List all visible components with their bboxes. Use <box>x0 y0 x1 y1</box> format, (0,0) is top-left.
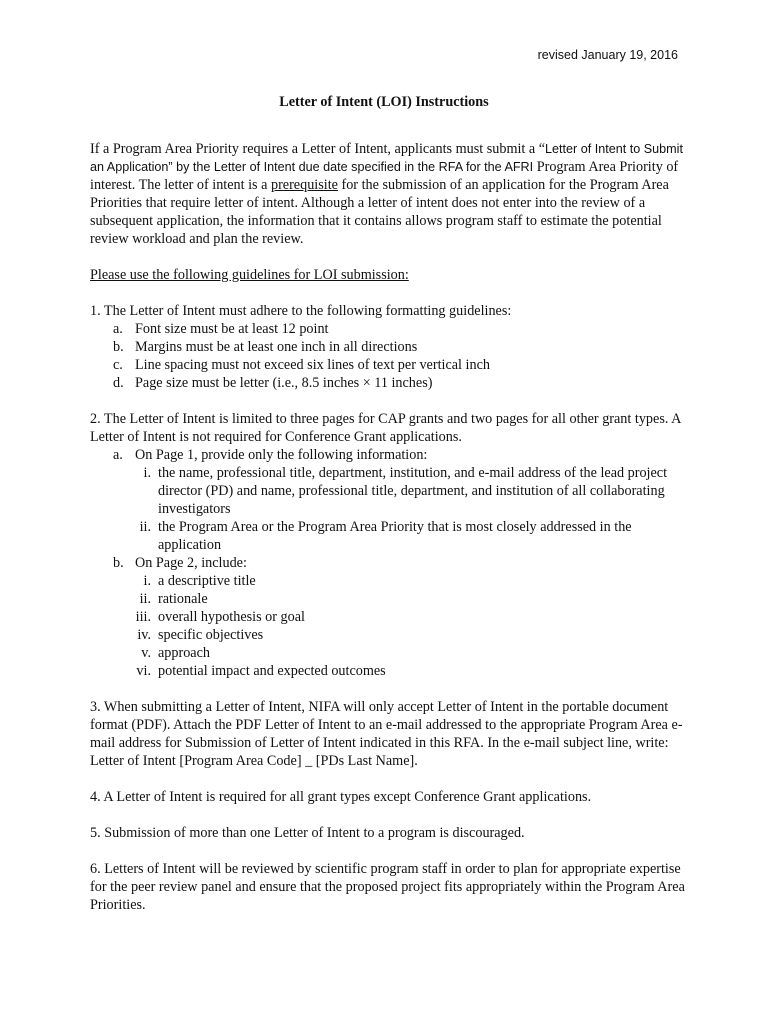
list-marker: vi. <box>136 663 151 679</box>
list-marker: b. <box>113 339 124 355</box>
intro-paragraph <box>90 140 690 248</box>
list-item-text: potential impact and expected outcomes <box>158 663 386 679</box>
intro-part2: Letter of Intent to Submit an Application” by the Letter of Intent due date specified in the RFA for the AFRI <box>90 142 683 174</box>
list-item <box>90 554 690 680</box>
list-item-text: overall hypothesis or goal <box>158 609 305 625</box>
intro-part1: If a Program Area Priority requires a Letter of Intent, applicants must submit a “ <box>90 141 546 157</box>
list-marker: v. <box>141 645 151 661</box>
item-4: 4. A Letter of Intent is required for all grant types except Conference Grant applications. <box>90 789 592 805</box>
list-marker: ii. <box>139 591 151 607</box>
revised-date: revised January 19, 2016 <box>537 48 678 62</box>
list-marker: a. <box>113 321 123 337</box>
document-title: Letter of Intent (LOI) Instructions <box>279 94 489 110</box>
item-3: 3. When submitting a Letter of Intent, NIFA will only accept Letter of Intent in the portable document format (PDF). Attach the PDF Letter of Intent to an e-mail addressed to the appropriate Program Area e-mail address for Submission of Letter of Intent indicated in this RFA. In the e-mail subject line, write: Letter of Intent [Program Area Code] _ [PDs Last Name]. <box>90 699 683 769</box>
list-item-text: Margins must be at least one inch in all directions <box>135 339 418 355</box>
list-marker: iv. <box>137 627 151 643</box>
list-item-text: a descriptive title <box>158 573 256 589</box>
list-item <box>135 518 690 554</box>
item-6: 6. Letters of Intent will be reviewed by scientific program staff in order to plan for appropriate expertise for the peer review panel and ensure that the proposed project fits appropriately within the Program Area Priorities. <box>90 861 685 913</box>
list-marker: a. <box>113 447 123 463</box>
list-item <box>135 572 690 590</box>
item-5: 5. Submission of more than one Letter of Intent to a program is discouraged. <box>90 825 525 841</box>
list-item-text: Font size must be at least 12 point <box>135 321 329 337</box>
list-item <box>90 320 690 338</box>
list-item-text: rationale <box>158 591 208 607</box>
list-item-text: Page size must be letter (i.e., 8.5 inches × 11 inches) <box>135 375 433 391</box>
list-item <box>90 356 690 374</box>
list-item <box>135 464 690 518</box>
list-marker: c. <box>113 357 123 373</box>
item-2: 2. The Letter of Intent is limited to three pages for CAP grants and two pages for all other grant types. A Letter of Intent is not required for Conference Grant applications. <box>90 411 681 445</box>
list-item <box>135 662 690 680</box>
list-item-text: On Page 1, provide only the following information: <box>135 447 428 463</box>
list-item <box>90 446 690 554</box>
list-item-text: Line spacing must not exceed six lines of text per vertical inch <box>135 357 490 373</box>
item-1: 1. The Letter of Intent must adhere to the following formatting guidelines: <box>90 303 512 319</box>
item-2a-sublist <box>135 464 690 554</box>
list-item-text: On Page 2, include: <box>135 555 247 571</box>
list-marker: d. <box>113 375 124 391</box>
list-item-text: approach <box>158 645 210 661</box>
list-item-text: specific objectives <box>158 627 264 643</box>
intro-part3: Program Area Priority of interest. The letter of intent is a <box>90 159 679 193</box>
list-item-text: the name, professional title, department, institution, and e-mail address of the lead project director (PD) and name, professional title, department, and institution of all collaborating investigators <box>158 465 668 517</box>
list-item <box>90 338 690 356</box>
list-item <box>135 626 690 644</box>
intro-part4: for the submission of an application for the Program Area Priorities that require letter of intent. Although a letter of intent does not enter into the review of a subsequent application, the information that it contains allows program staff to estimate the potential review workload and plan the review. <box>90 177 669 247</box>
list-item-text: the Program Area or the Program Area Priority that is most closely addressed in the application <box>158 519 632 553</box>
list-item <box>90 374 690 392</box>
list-marker: i. <box>143 465 151 481</box>
list-item <box>135 590 690 608</box>
list-item <box>135 608 690 626</box>
list-marker: i. <box>143 573 151 589</box>
item-2b-sublist <box>135 572 690 680</box>
document-body <box>90 140 690 914</box>
list-marker: ii. <box>139 519 151 535</box>
item-1-sublist <box>90 320 690 392</box>
guidelines-heading: Please use the following guidelines for LOI submission: <box>90 267 409 283</box>
list-marker: b. <box>113 555 124 571</box>
item-2-sublist <box>90 446 690 680</box>
list-item <box>135 644 690 662</box>
prerequisite-underlined: prerequisite <box>270 177 338 193</box>
list-marker: iii. <box>135 609 151 625</box>
